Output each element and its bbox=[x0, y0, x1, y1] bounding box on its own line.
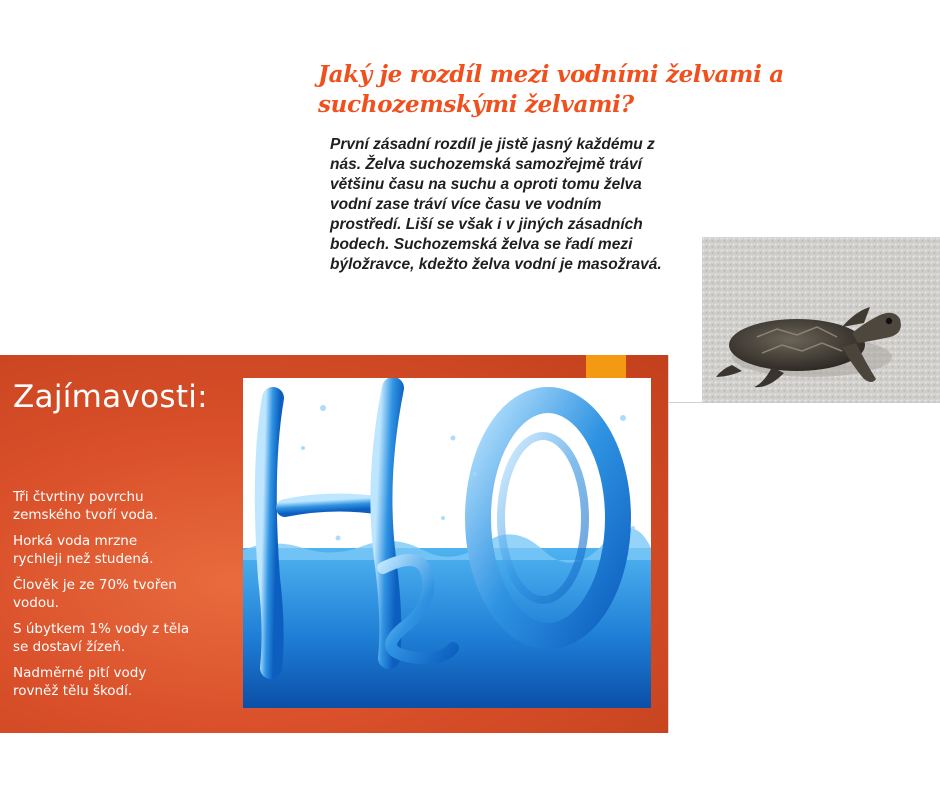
article-heading-line: suchozemskými želvami? bbox=[318, 91, 634, 118]
article-body-line: býložravce, kdežto želva vodní je masožravá. bbox=[330, 256, 662, 273]
fact-line: rovněž tělu škodí. bbox=[13, 683, 133, 699]
article-body bbox=[330, 135, 700, 275]
fact-item bbox=[13, 576, 213, 612]
slide-title: Zajímavosti: bbox=[13, 379, 208, 415]
fact-line: S úbytkem 1% vody z těla bbox=[13, 621, 190, 637]
article-body-line: bodech. Suchozemská želva se řadí mezi bbox=[330, 236, 633, 253]
article-body-line: nás. Želva suchozemská samozřejmě tráví bbox=[330, 156, 642, 173]
fact-line: se dostaví žízeň. bbox=[13, 639, 126, 655]
article-body-line: vodní zase tráví více času ve vodním bbox=[330, 196, 602, 213]
fact-line: Člověk je ze 70% tvořen bbox=[13, 577, 177, 593]
fact-item bbox=[13, 488, 213, 524]
article-heading-line: Jaký je rozdíl mezi vodními želvami a bbox=[318, 61, 784, 88]
article-body-line: prostředí. Liší se však i v jiných zásadních bbox=[330, 216, 643, 233]
fact-line: rychleji než studená. bbox=[13, 551, 154, 567]
h2o-water-illustration bbox=[243, 378, 651, 708]
turtle-photo bbox=[702, 237, 940, 403]
fact-line: Tři čtvrtiny povrchu bbox=[13, 489, 144, 505]
fact-item bbox=[13, 620, 213, 656]
facts-slide bbox=[0, 355, 669, 733]
article-heading bbox=[318, 60, 878, 120]
facts-list bbox=[13, 488, 213, 708]
fact-item bbox=[13, 664, 213, 700]
h2o-water-image bbox=[243, 378, 651, 708]
fact-line: Nadměrné pití vody bbox=[13, 665, 147, 681]
article-body-line: První zásadní rozdíl je jistě jasný každému z bbox=[330, 136, 655, 153]
turtle-photo-illustration bbox=[702, 237, 940, 403]
fact-item bbox=[13, 532, 213, 568]
fact-line: Horká voda mrzne bbox=[13, 533, 138, 549]
fact-line: vodou. bbox=[13, 595, 59, 611]
article-body-line: většinu času na suchu a oproti tomu želva bbox=[330, 176, 642, 193]
divider-line bbox=[668, 402, 702, 403]
fact-line: zemského tvoří voda. bbox=[13, 507, 158, 523]
